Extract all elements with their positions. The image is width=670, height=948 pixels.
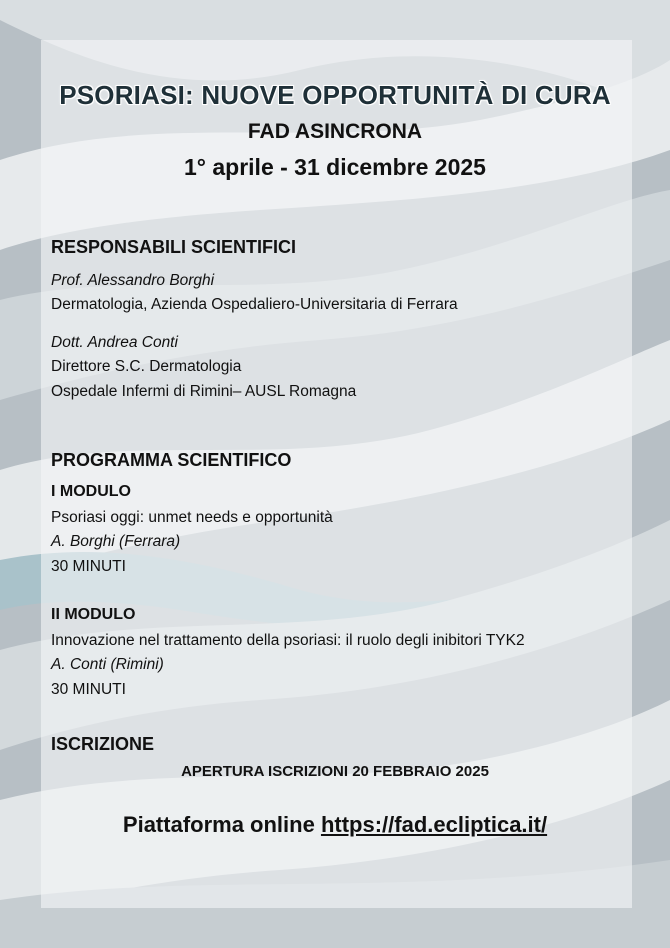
responsabile-role: Direttore S.C. Dermatologia: [51, 358, 242, 375]
platform-link[interactable]: https://fad.ecliptica.it/: [320, 812, 548, 837]
module-label: II MODULO: [51, 606, 136, 623]
module-topic: Psoriasi oggi: unmet needs e opportunità: [51, 509, 333, 526]
module-speaker: A. Conti (Rimini): [51, 656, 164, 673]
module-duration: 30 MINUTI: [51, 681, 126, 698]
platform-line: [0, 812, 670, 838]
responsabili-heading: RESPONSABILI SCIENTIFICI: [51, 237, 297, 257]
responsabile-name: Prof. Alessandro Borghi: [51, 272, 215, 289]
responsabile-affiliation: Dermatologia, Azienda Ospedaliero-Universitaria di Ferrara: [51, 296, 458, 313]
responsabile-affiliation: Ospedale Infermi di Rimini– AUSL Romagna: [51, 383, 357, 400]
event-format: FAD ASINCRONA: [247, 120, 423, 143]
platform-label: Piattaforma online: [122, 812, 315, 837]
module-topic: Innovazione nel trattamento della psoriasi: il ruolo degli inibitori TYK2: [51, 632, 525, 649]
event-dates: 1° aprile - 31 dicembre 2025: [184, 154, 486, 180]
module-label: I MODULO: [51, 483, 131, 500]
module-duration: 30 MINUTI: [51, 558, 126, 575]
event-title: PSORIASI: NUOVE OPPORTUNITÀ DI CURA: [59, 80, 611, 110]
module-speaker: A. Borghi (Ferrara): [51, 533, 181, 550]
registration-opening: APERTURA ISCRIZIONI 20 FEBBRAIO 2025: [181, 763, 489, 780]
programma-heading: PROGRAMMA SCIENTIFICO: [51, 450, 292, 470]
iscrizione-heading: ISCRIZIONE: [51, 734, 155, 754]
responsabile-name: Dott. Andrea Conti: [51, 334, 178, 351]
